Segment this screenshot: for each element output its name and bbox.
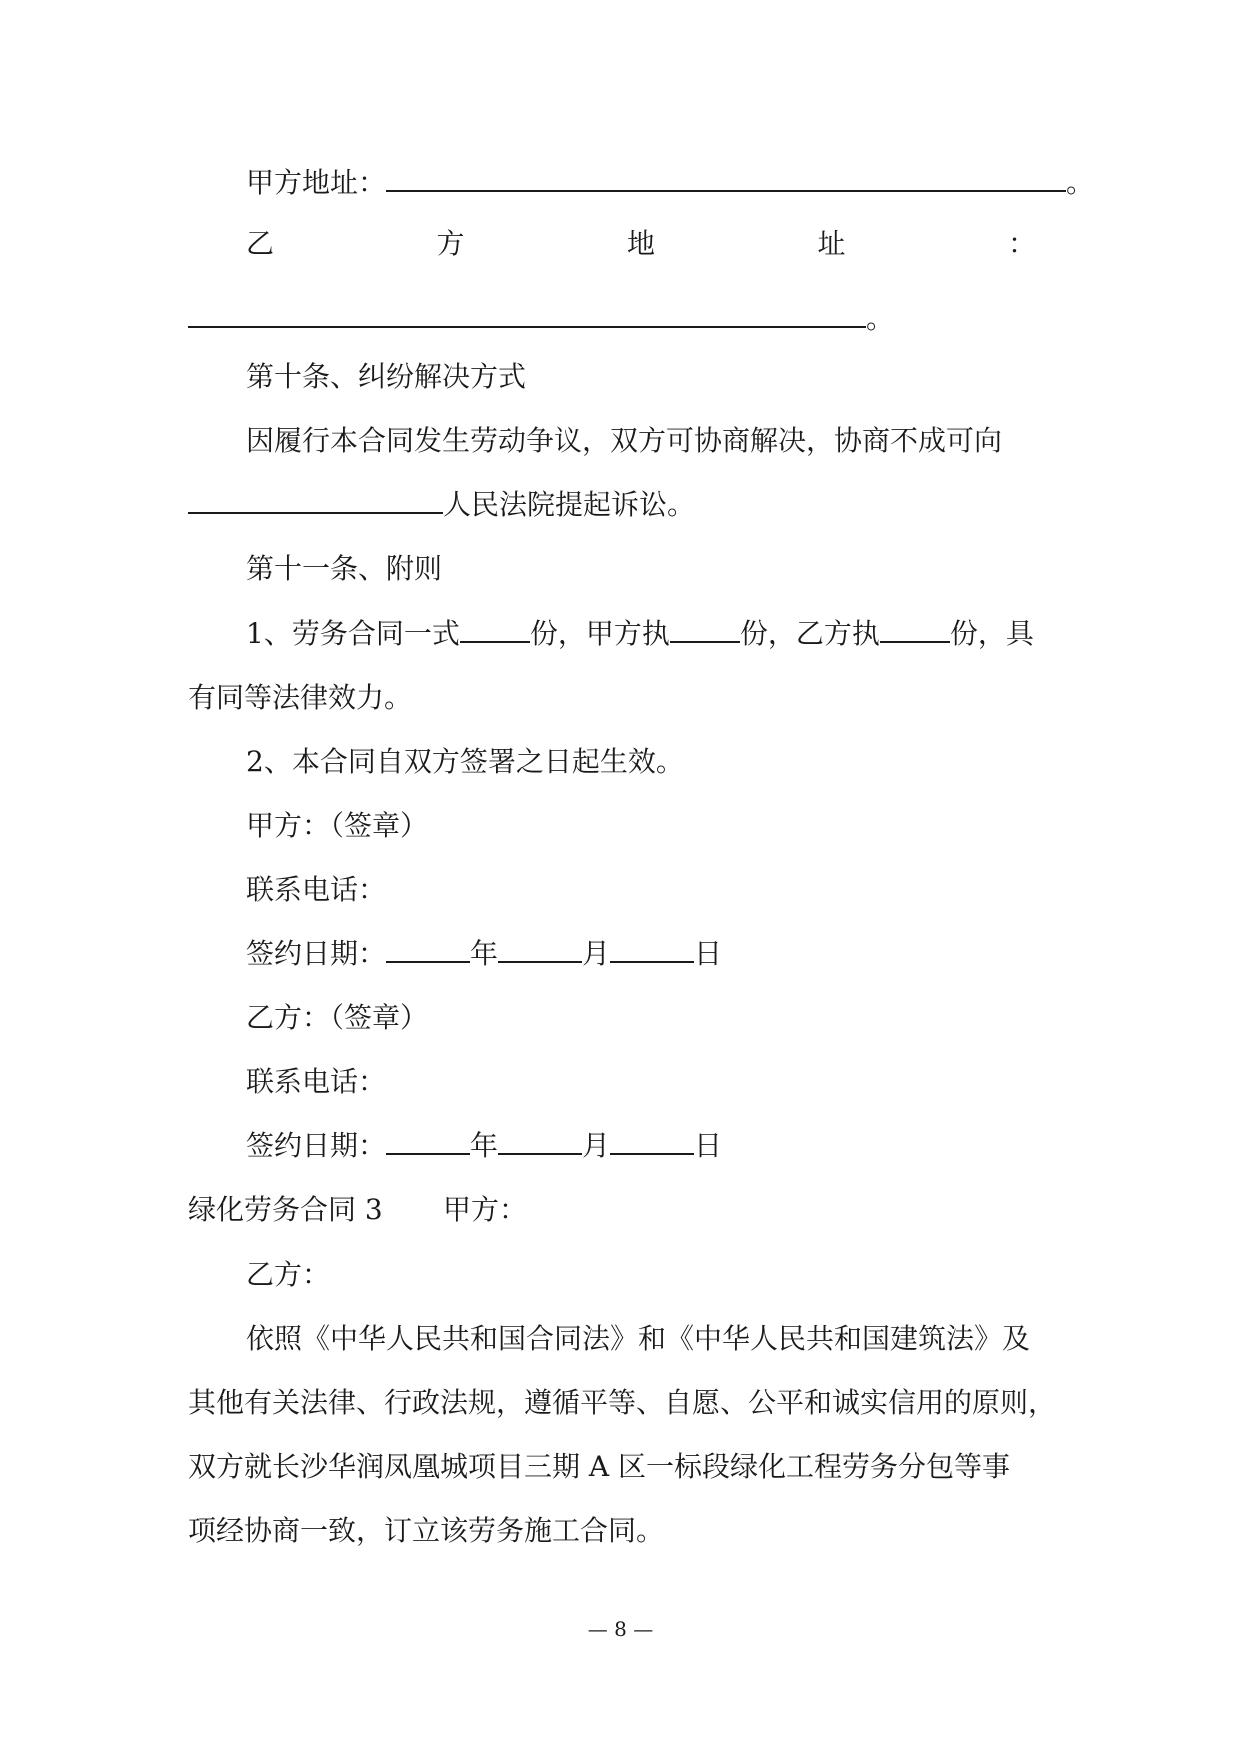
article10-court-line [188,485,695,525]
sign-b-phone: 联系电话： [246,1065,387,1098]
item1-part: 份，甲方执 [529,617,670,650]
date-label: 签约日期： [246,937,387,970]
party-a-address-blank [386,164,1066,192]
contract3-party-b: 乙方： [246,1258,331,1291]
sign-a-phone: 联系电话： [246,873,387,906]
copies-b-blank [880,615,950,643]
copies-total-blank [460,615,530,643]
party-b-char: 址 [817,227,846,260]
party-b-address-label [246,224,1036,264]
year-label: 年 [470,1129,499,1162]
page-number: — 8 — [587,1617,654,1641]
party-b-address-end: 。 [866,302,895,335]
sign-a-date-line [246,934,722,974]
item1-part: 份，具 [949,617,1034,650]
article10-court: 人民法院提起诉讼。 [443,488,696,521]
party-b-char: ： [1007,227,1036,260]
contract3-paragraph-line: 项经协商一致，订立该劳务施工合同。 [188,1514,665,1547]
party-a-address-end: 。 [1066,166,1095,199]
sign-a-party: 甲方：（签章） [246,809,429,842]
party-b-address-blank [188,300,866,328]
contract3-title: 绿化劳务合同 3 [188,1193,383,1226]
month-label: 月 [582,937,611,970]
item1-continuation: 有同等法律效力。 [188,681,413,714]
contract3-paragraph-line: 其他有关法律、行政法规，遵循平等、自愿、公平和诚实信用的原则， [188,1386,1057,1419]
item2: 2、本合同自双方签署之日起生效。 [246,745,684,778]
sign-b-date-line [246,1126,722,1166]
date-label: 签约日期： [246,1129,387,1162]
party-a-address-label: 甲方地址： [246,166,387,199]
year-label: 年 [470,937,499,970]
day-blank [610,1127,694,1155]
month-blank [498,935,582,963]
party-b-address-line [188,299,894,339]
contract3-paragraph-line: 依照《中华人民共和国合同法》和《中华人民共和国建筑法》及 [246,1322,1031,1355]
article10-text: 因履行本合同发生劳动争议，双方可协商解决，协商不成可向 [246,424,1003,457]
article11-title: 第十一条、附则 [246,552,443,585]
sign-b-party: 乙方：（签章） [246,1001,429,1034]
item1-line [246,614,1034,654]
article10-title: 第十条、纠纷解决方式 [246,360,527,393]
party-b-char: 方 [436,227,465,260]
party-b-char: 乙 [246,227,275,260]
day-label: 日 [694,1129,723,1162]
court-blank [188,486,443,514]
party-b-char: 地 [626,227,655,260]
contract3-party-a: 甲方： [443,1193,528,1226]
year-blank [386,935,470,963]
year-blank [386,1127,470,1155]
party-a-address-line [246,163,1094,203]
contract3-paragraph-line: 双方就长沙华润凤凰城项目三期 A 区一标段绿化工程劳务分包等事 [188,1450,1011,1483]
day-label: 日 [694,937,723,970]
day-blank [610,935,694,963]
copies-a-blank [670,615,740,643]
month-label: 月 [582,1129,611,1162]
month-blank [498,1127,582,1155]
item1-part: 份，乙方执 [739,617,880,650]
item1-part: 1、劳务合同一式 [246,617,460,650]
